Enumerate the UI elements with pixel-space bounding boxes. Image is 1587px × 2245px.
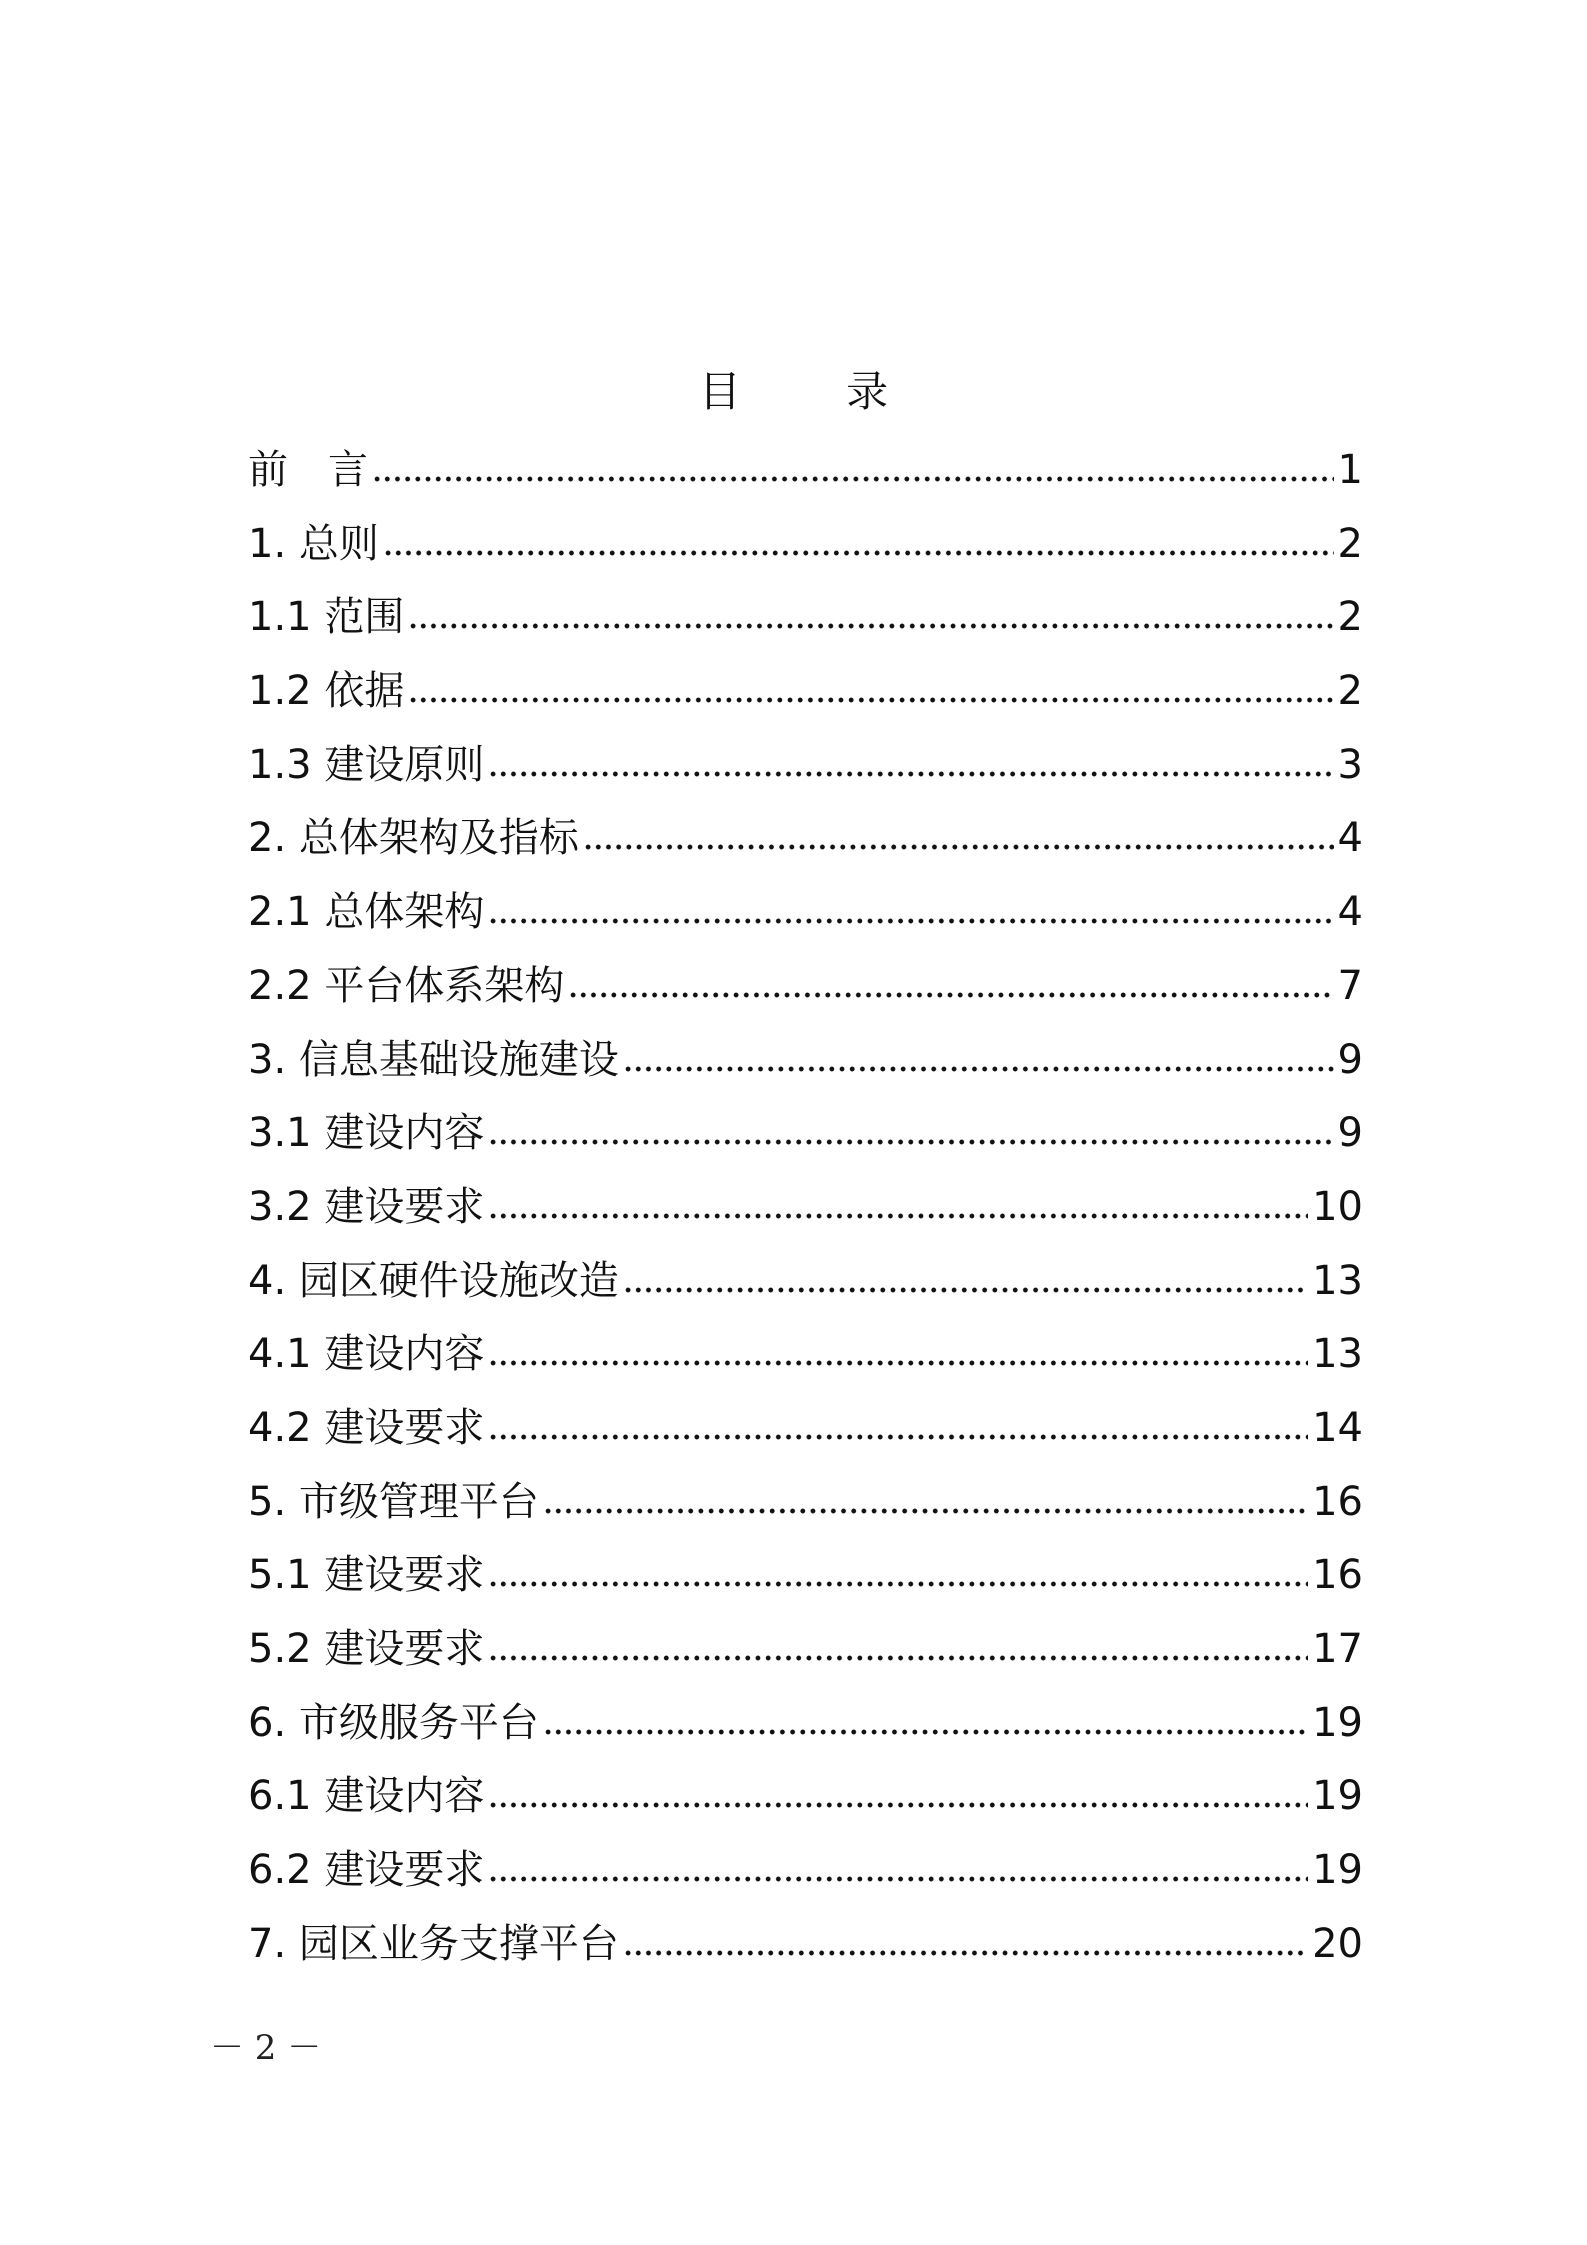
toc-entry-page: 10 xyxy=(1312,1183,1363,1230)
toc-entry-number: 6.2 xyxy=(248,1847,312,1894)
page-number: － 2 － xyxy=(210,2028,322,2068)
toc-entry-label: 建设要求 xyxy=(324,1183,485,1230)
dot-leader xyxy=(568,990,1333,1000)
toc-entry-page: 2 xyxy=(1337,668,1363,715)
dot-leader xyxy=(488,1874,1308,1884)
toc-entry[interactable] xyxy=(248,1318,1363,1392)
toc-entry-page: 4 xyxy=(1337,815,1363,862)
toc-entry-number: 3.2 xyxy=(248,1183,312,1230)
toc-entry-page: 16 xyxy=(1312,1552,1363,1599)
toc-entry[interactable] xyxy=(248,1834,1363,1908)
toc-entry-number: 2.2 xyxy=(248,962,312,1009)
dot-leader xyxy=(488,1358,1308,1368)
toc-entry[interactable] xyxy=(248,1908,1363,1982)
toc-entry-label: 建设内容 xyxy=(324,1331,485,1378)
toc-entry-number: 1.1 xyxy=(248,594,312,641)
toc-entry[interactable] xyxy=(248,1613,1363,1687)
dot-leader xyxy=(543,1506,1308,1516)
dot-leader xyxy=(408,695,1333,705)
dot-leader xyxy=(488,1137,1333,1147)
toc-entry-page: 14 xyxy=(1312,1404,1363,1451)
page-title: 目 录 xyxy=(698,367,935,416)
toc-entry-label: 信息基础设施建设 xyxy=(298,1036,619,1083)
toc-entry-number: 2. xyxy=(248,815,287,862)
toc-entry-page: 9 xyxy=(1337,1036,1363,1083)
dot-leader xyxy=(372,474,1334,484)
toc-entry-page: 9 xyxy=(1337,1110,1363,1157)
toc-entry-page: 3 xyxy=(1337,741,1363,788)
toc-entry-page: 2 xyxy=(1337,594,1363,641)
dot-leader xyxy=(543,1727,1308,1737)
toc-entry-page: 13 xyxy=(1312,1331,1363,1378)
dot-leader xyxy=(488,1211,1308,1221)
toc-entry-label: 前 言 xyxy=(248,447,368,493)
toc-entry-number: 7. xyxy=(248,1920,287,1967)
toc-entry-label: 园区业务支撑平台 xyxy=(298,1920,619,1967)
toc-entry-page: 4 xyxy=(1337,889,1363,936)
dot-leader xyxy=(488,1800,1308,1810)
toc-entry-label: 总则 xyxy=(298,520,379,567)
toc-entry[interactable] xyxy=(248,1024,1363,1098)
dot-leader xyxy=(623,1285,1308,1295)
toc-entry-page: 19 xyxy=(1312,1699,1363,1746)
dot-leader xyxy=(488,916,1333,926)
toc-entry[interactable] xyxy=(248,1171,1363,1245)
toc-entry[interactable] xyxy=(248,1687,1363,1761)
toc-entry[interactable] xyxy=(248,1539,1363,1613)
toc-entry-page: 1 xyxy=(1337,447,1363,493)
toc-entry-label: 市级服务平台 xyxy=(298,1699,539,1746)
toc-entry-number: 4.1 xyxy=(248,1331,312,1378)
dot-leader xyxy=(623,1064,1334,1074)
dot-leader xyxy=(488,1579,1308,1589)
toc-entry-number: 5.1 xyxy=(248,1552,312,1599)
toc-entry-number: 6. xyxy=(248,1699,287,1746)
toc-entry-page: 13 xyxy=(1312,1257,1363,1304)
toc-entry-label: 建设要求 xyxy=(324,1552,485,1599)
toc-entry[interactable] xyxy=(248,1245,1363,1319)
toc-entry[interactable] xyxy=(248,876,1363,950)
toc-entry[interactable] xyxy=(248,434,1363,508)
dot-leader xyxy=(488,1432,1308,1442)
toc-entry-label: 建设要求 xyxy=(324,1404,485,1451)
toc-entry-number: 4.2 xyxy=(248,1404,312,1451)
toc-entry[interactable] xyxy=(248,1466,1363,1540)
toc-entry[interactable] xyxy=(248,729,1363,803)
toc-entry-label: 总体架构 xyxy=(324,889,485,936)
toc-entry-number: 5. xyxy=(248,1478,287,1525)
dot-leader xyxy=(383,548,1334,558)
toc-entry-label: 建设要求 xyxy=(324,1626,485,1672)
toc-entry-page: 2 xyxy=(1337,520,1363,567)
toc-entry-page: 7 xyxy=(1337,962,1363,1009)
toc-entry-page: 19 xyxy=(1312,1773,1363,1820)
toc-entry-number: 3.1 xyxy=(248,1110,312,1157)
toc-entry-number: 4. xyxy=(248,1257,287,1304)
toc-entry[interactable] xyxy=(248,581,1363,655)
toc-entry-label: 平台体系架构 xyxy=(324,962,565,1009)
toc-entry-number: 5.2 xyxy=(248,1626,312,1672)
toc-entry-number: 1.3 xyxy=(248,741,312,788)
toc-entry-page: 17 xyxy=(1312,1626,1363,1672)
toc-entry-label: 建设内容 xyxy=(324,1110,485,1157)
toc-entry-label: 总体架构及指标 xyxy=(298,815,579,862)
toc-entry-number: 1. xyxy=(248,520,287,567)
dot-leader xyxy=(408,621,1333,631)
toc-entry[interactable] xyxy=(248,950,1363,1024)
toc-entry-page: 16 xyxy=(1312,1478,1363,1525)
toc-entry-page: 19 xyxy=(1312,1847,1363,1894)
toc-entry-label: 建设内容 xyxy=(324,1773,485,1820)
toc-entry-label: 范围 xyxy=(324,594,405,641)
toc-entry-label: 市级管理平台 xyxy=(298,1478,539,1525)
toc-entry[interactable] xyxy=(248,1760,1363,1834)
toc-entry-number: 2.1 xyxy=(248,889,312,936)
toc-entry[interactable] xyxy=(248,655,1363,729)
toc-entry[interactable] xyxy=(248,1097,1363,1171)
toc-entry[interactable] xyxy=(248,802,1363,876)
dot-leader xyxy=(583,842,1334,852)
toc-entry-number: 3. xyxy=(248,1036,287,1083)
table-of-contents xyxy=(248,434,1363,1981)
toc-entry-number: 6.1 xyxy=(248,1773,312,1820)
toc-entry-page: 20 xyxy=(1312,1920,1363,1967)
toc-entry-label: 依据 xyxy=(324,668,405,715)
toc-entry-number: 1.2 xyxy=(248,668,312,715)
toc-entry[interactable] xyxy=(248,1392,1363,1466)
toc-entry-label: 建设要求 xyxy=(324,1847,485,1894)
dot-leader xyxy=(623,1948,1308,1958)
toc-entry[interactable] xyxy=(248,508,1363,582)
dot-leader xyxy=(488,1653,1308,1663)
dot-leader xyxy=(488,769,1333,779)
toc-entry-label: 建设原则 xyxy=(324,741,485,788)
toc-entry-label: 园区硬件设施改造 xyxy=(298,1257,619,1304)
